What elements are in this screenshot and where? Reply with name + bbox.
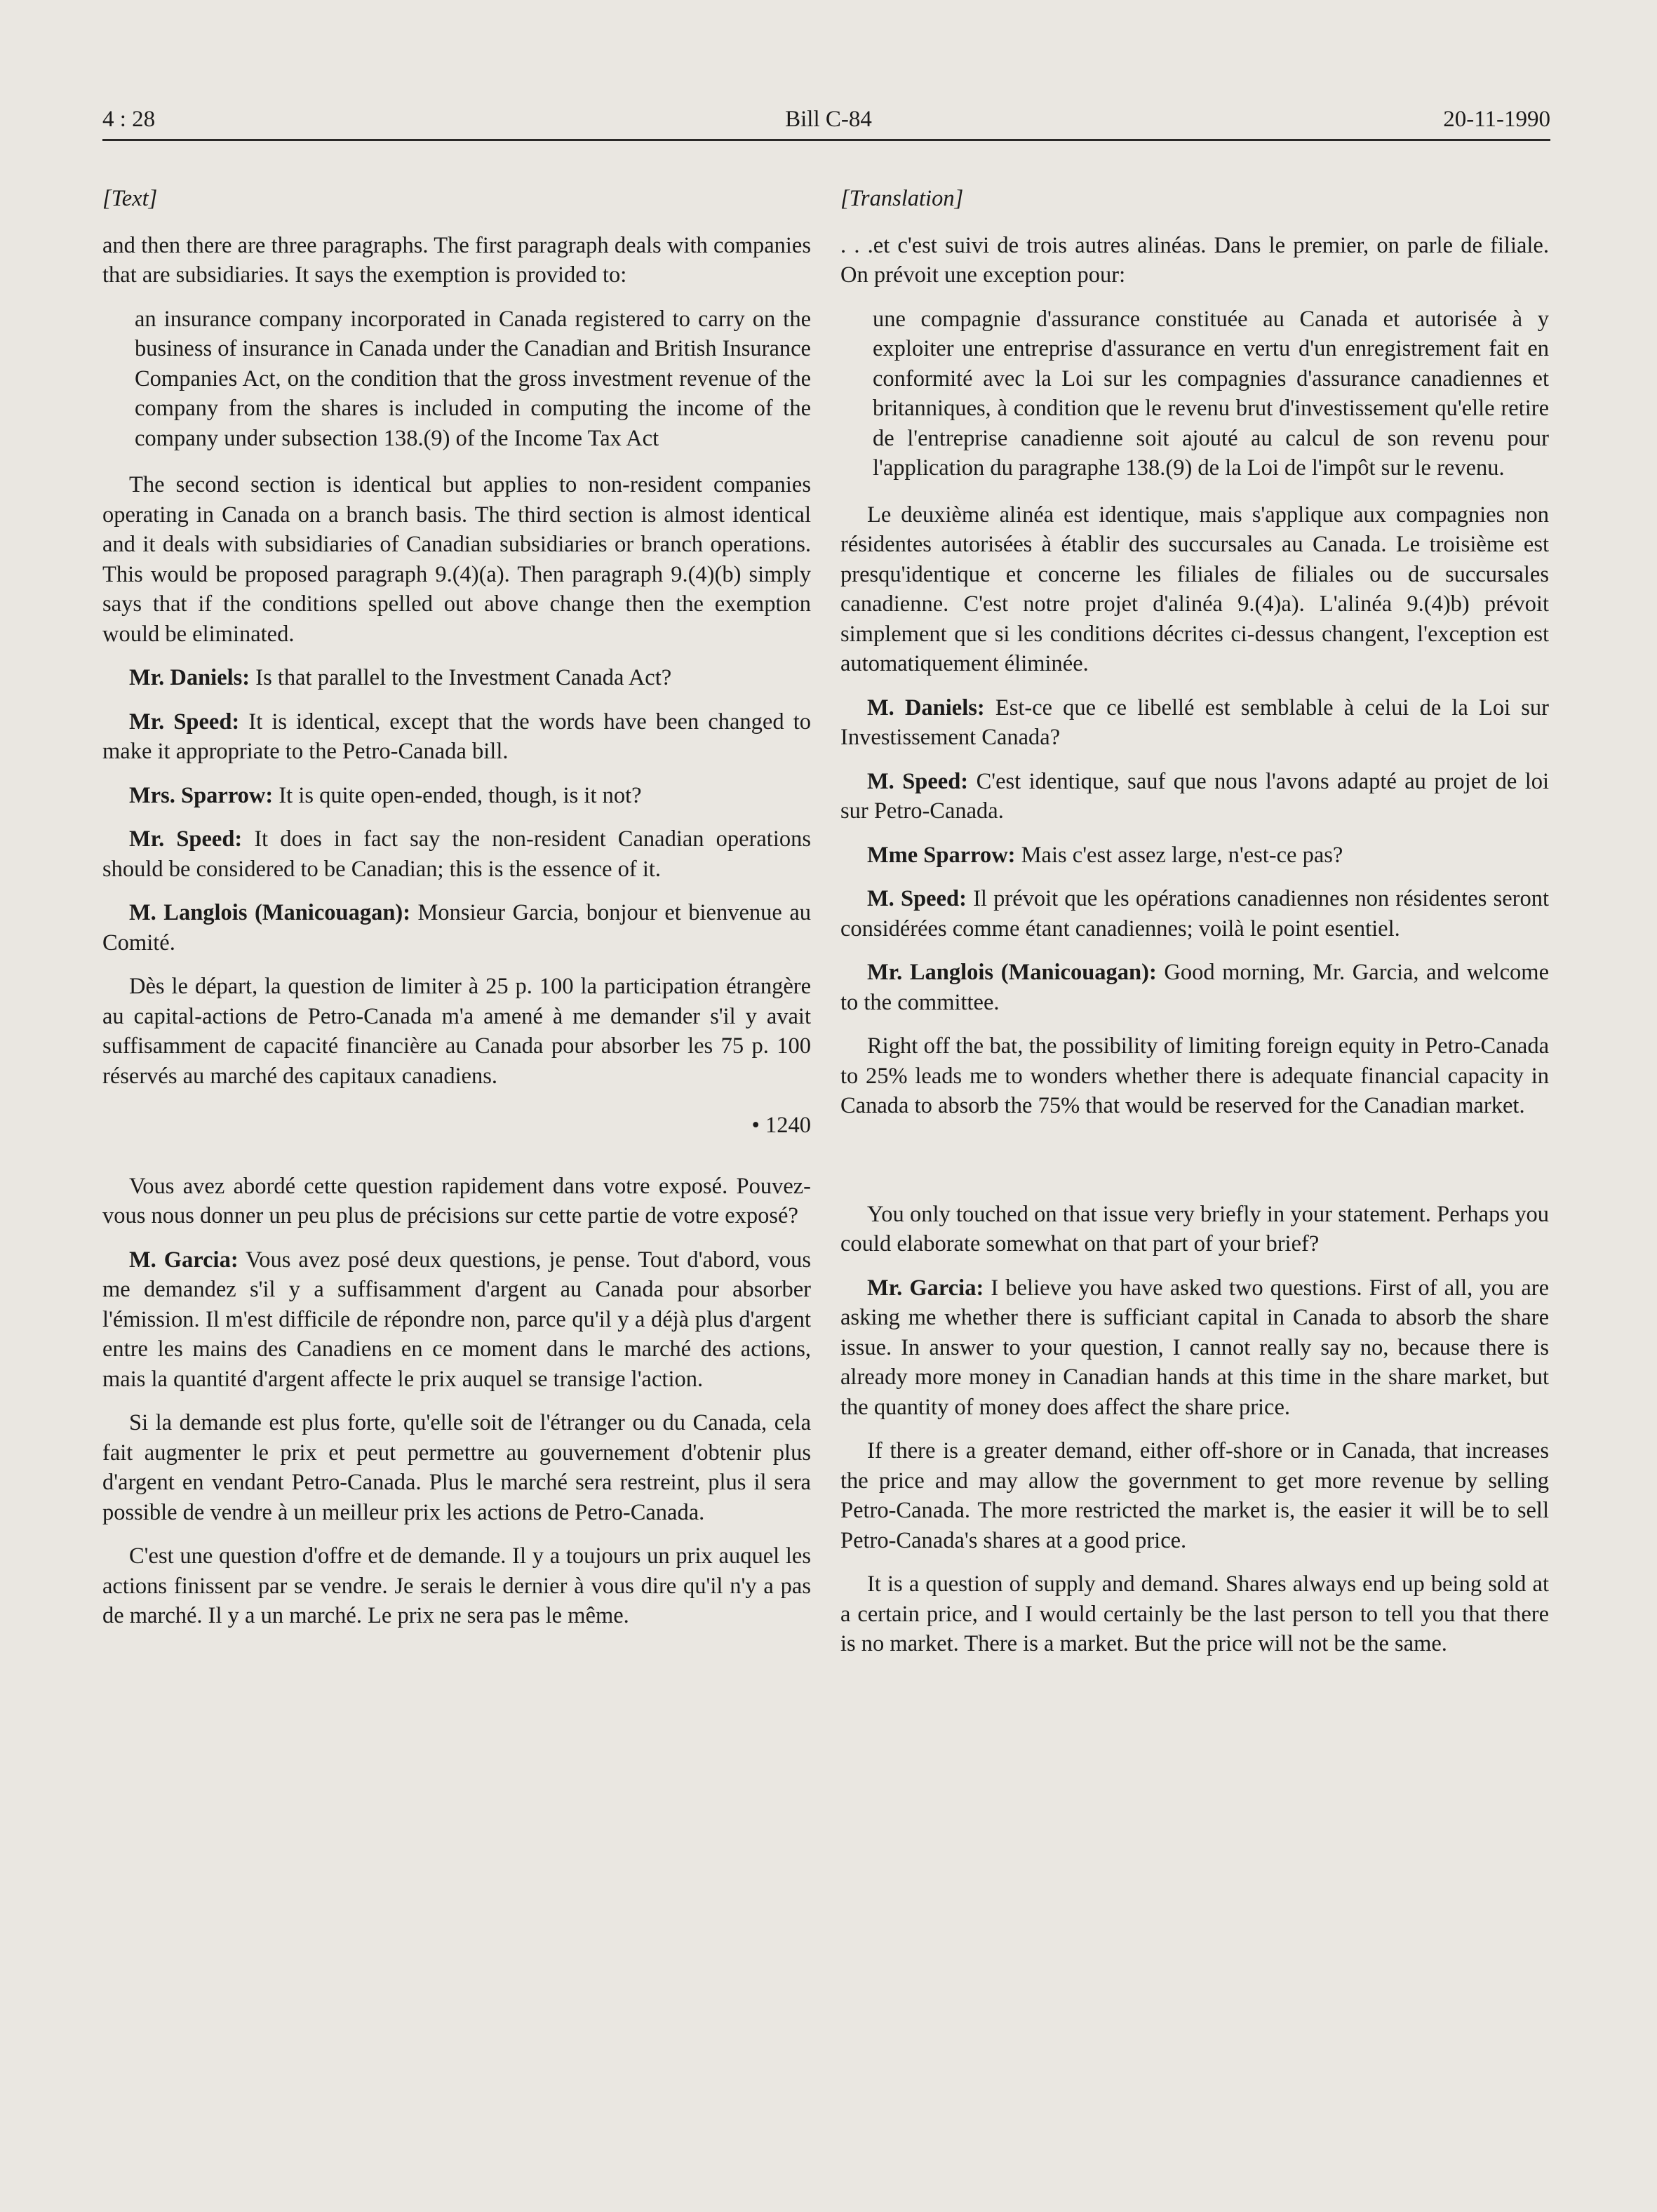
speaker-text: Vous avez posé deux questions, je pense. Tout d'abord, vous me demandez s'il y a suffisamment d'argent au Canada pour absorber l'émission. Il m'est difficile de répondre non, parce qu'il y a déjà plus d'argent entre les mains des Canadiens en ce moment dans le marché des actions, mais la quantité d'argent affecte le prix auquel se transige l'action.	[102, 1247, 811, 1392]
speaker-text: I believe you have asked two questions. First of all, you are asking me whether there is sufficiant capital in Canada to absorb the share issue. In answer to your question, I cannot really say no, because there is already more money in Canadian hands at this time in the share market, but the quantity of money does affect the share price.	[840, 1275, 1550, 1420]
speaker-text: It is identical, except that the words have been changed to make it appropriate to the Petro-Canada bill.	[102, 709, 811, 764]
speaker-text: C'est identique, sauf que nous l'avons adapté au projet de loi sur Petro-Canada.	[840, 768, 1549, 824]
speaker-turn	[102, 781, 811, 811]
time-marker: • 1240	[751, 1113, 811, 1138]
speaker-turn	[840, 840, 1549, 871]
speaker-text: Mais c'est assez large, n'est-ce pas?	[1015, 842, 1343, 868]
paragraph: and then there are three paragraphs. The first paragraph deals with companies that are subsidiaries. It says the exemption is provided to:	[102, 232, 811, 288]
speaker-text: Il prévoit que les opérations canadiennes non résidentes seront considérées comme étant canadiennes; voilà le point esentiel.	[840, 886, 1549, 941]
paragraph: The second section is identical but applies to non-resident companies operating in Canada on a branch basis. The third section is almost identical and it deals with subsidiaries of Canadian subsidiaries or branch operations. This would be proposed paragraph 9.(4)(a). Then paragraph 9.(4)(b) simply says that if the conditions spelled out above change then the exemption would be eliminated.	[102, 472, 811, 647]
speaker-turn	[102, 707, 811, 767]
speaker-name: M. Speed:	[867, 768, 969, 794]
speaker-turn	[840, 1273, 1549, 1423]
paragraph: You only touched on that issue very briefly in your statement. Perhaps you could elaborate somewhat on that part of your brief?	[840, 1201, 1549, 1256]
block-quote: an insurance company incorporated in Canada registered to carry on the business of insurance in Canada under the Canadian and British Insurance Companies Act, on the condition that the gross investment revenue of the company from the shares is included in computing the income of the company under subsection 138.(9) of the Income Tax Act	[135, 306, 811, 451]
paragraph: Right off the bat, the possibility of limiting foreign equity in Petro-Canada to 25% leads me to wonders whether there is adequate financial capacity in Canada to absorb the 75% that would be reserved for the Canadian market.	[840, 1033, 1549, 1118]
paragraph: Si la demande est plus forte, qu'elle soit de l'étranger ou du Canada, cela fait augmenter le prix et peut permettre au gouvernement d'obtenir plus d'argent en vendant Petro-Canada. Plus le marché sera restreint, plus il sera possible de vendre à un meilleur prix les actions de Petro-Canada.	[102, 1410, 811, 1525]
speaker-turn	[840, 884, 1549, 944]
right-column	[840, 184, 1549, 1673]
speaker-text: Monsieur Garcia, bonjour et bienvenue au Comité.	[102, 900, 811, 956]
speaker-turn	[102, 898, 811, 958]
header-rule	[102, 139, 1550, 141]
speaker-name: Mme Sparrow:	[867, 842, 1016, 868]
paragraph: Dès le départ, la question de limiter à 25 p. 100 la participation étrangère au capital-actions de Petro-Canada m'a amené à me demander s'il y avait suffisamment de capacité financière au Canada pour absorber les 75 p. 100 réservés au marché des capitaux canadiens.	[102, 974, 811, 1089]
column-label: [Translation]	[840, 186, 964, 211]
speaker-turn	[840, 767, 1549, 826]
paragraph: C'est une question d'offre et de demande. Il y a toujours un prix auquel les actions finissent par se vendre. Je serais le dernier à vous dire qu'il n'y a pas de marché. Il y a un marché. Le prix ne sera pas le même.	[102, 1543, 811, 1628]
speaker-name: M. Langlois (Manicouagan):	[129, 900, 411, 925]
speaker-name: Mr. Speed:	[129, 709, 240, 735]
speaker-turn	[840, 958, 1549, 1017]
block-quote: une compagnie d'assurance constituée au Canada et autorisée à y exploiter une entreprise d'assurance en vertu d'un enregistrement fait en conformité avec la Loi sur les compagnies d'assurance canadiennes et britanniques, à condition que le revenu brut d'investissement qu'elle retire de l'entreprise canadienne soit ajouté au calcul de son revenu pour l'application du paragraphe 138.(9) de la Loi de l'impôt sur le revenu.	[873, 306, 1549, 481]
speaker-turn	[102, 1245, 811, 1395]
column-label: [Text]	[102, 186, 158, 211]
paragraph: If there is a greater demand, either off-shore or in Canada, that increases the price and may allow the government to get more revenue by selling Petro-Canada. The more restricted the market is, the easier it will be to sell Petro-Canada's shares at a good price.	[840, 1438, 1549, 1553]
paragraph: . . .et c'est suivi de trois autres alinéas. Dans le premier, on parle de filiale. On prévoit une exception pour:	[840, 232, 1549, 288]
speaker-text: Good morning, Mr. Garcia, and welcome to the committee.	[840, 960, 1550, 1015]
speaker-turn	[102, 824, 811, 884]
speaker-turn	[840, 693, 1549, 753]
page-date: 20-11-1990	[1443, 107, 1550, 132]
speaker-name: M. Daniels:	[867, 695, 985, 720]
paragraph: Vous avez abordé cette question rapidement dans votre exposé. Pouvez-vous nous donner un peu plus de précisions sur cette partie de votre exposé?	[102, 1173, 811, 1228]
speaker-name: Mr. Speed:	[129, 826, 243, 852]
speaker-text: It does in fact say the non-resident Canadian operations should be considered to be Canadian; this is the essence of it.	[102, 826, 812, 882]
speaker-turn	[102, 663, 811, 693]
speaker-name: Mr. Daniels:	[129, 665, 250, 690]
speaker-text: Is that parallel to the Investment Canada Act?	[250, 665, 672, 690]
paragraph: It is a question of supply and demand. Shares always end up being sold at a certain price, and I would certainly be the last person to tell you that there is no market. There is a market. But the price will not be the same.	[840, 1571, 1549, 1656]
speaker-name: M. Speed:	[867, 886, 967, 911]
speaker-text: Est-ce que ce libellé est semblable à celui de la Loi sur Investissement Canada?	[840, 695, 1549, 750]
speaker-name: Mr. Garcia:	[867, 1275, 984, 1301]
speaker-name: Mrs. Sparrow:	[129, 782, 274, 808]
left-column	[102, 184, 811, 1645]
speaker-name: M. Garcia:	[129, 1247, 239, 1273]
column-gap	[840, 1135, 1549, 1200]
paragraph: Le deuxième alinéa est identique, mais s'applique aux compagnies non résidentes autorisées à établir des succursales au Canada. Le troisième est presqu'identique et concerne les filiales de filiales ou de succursales canadienne. C'est notre projet d'alinéa 9.(4)a). L'alinéa 9.(4)b) prévoit simplement que si les conditions décrites ci-dessus changent, l'exception est automatiquement éliminée.	[840, 502, 1549, 676]
speaker-name: Mr. Langlois (Manicouagan):	[867, 960, 1157, 985]
speaker-text: It is quite open-ended, though, is it not?	[273, 782, 642, 808]
page-number: 4 : 28	[102, 107, 156, 132]
bill-title: Bill C-84	[785, 107, 872, 132]
